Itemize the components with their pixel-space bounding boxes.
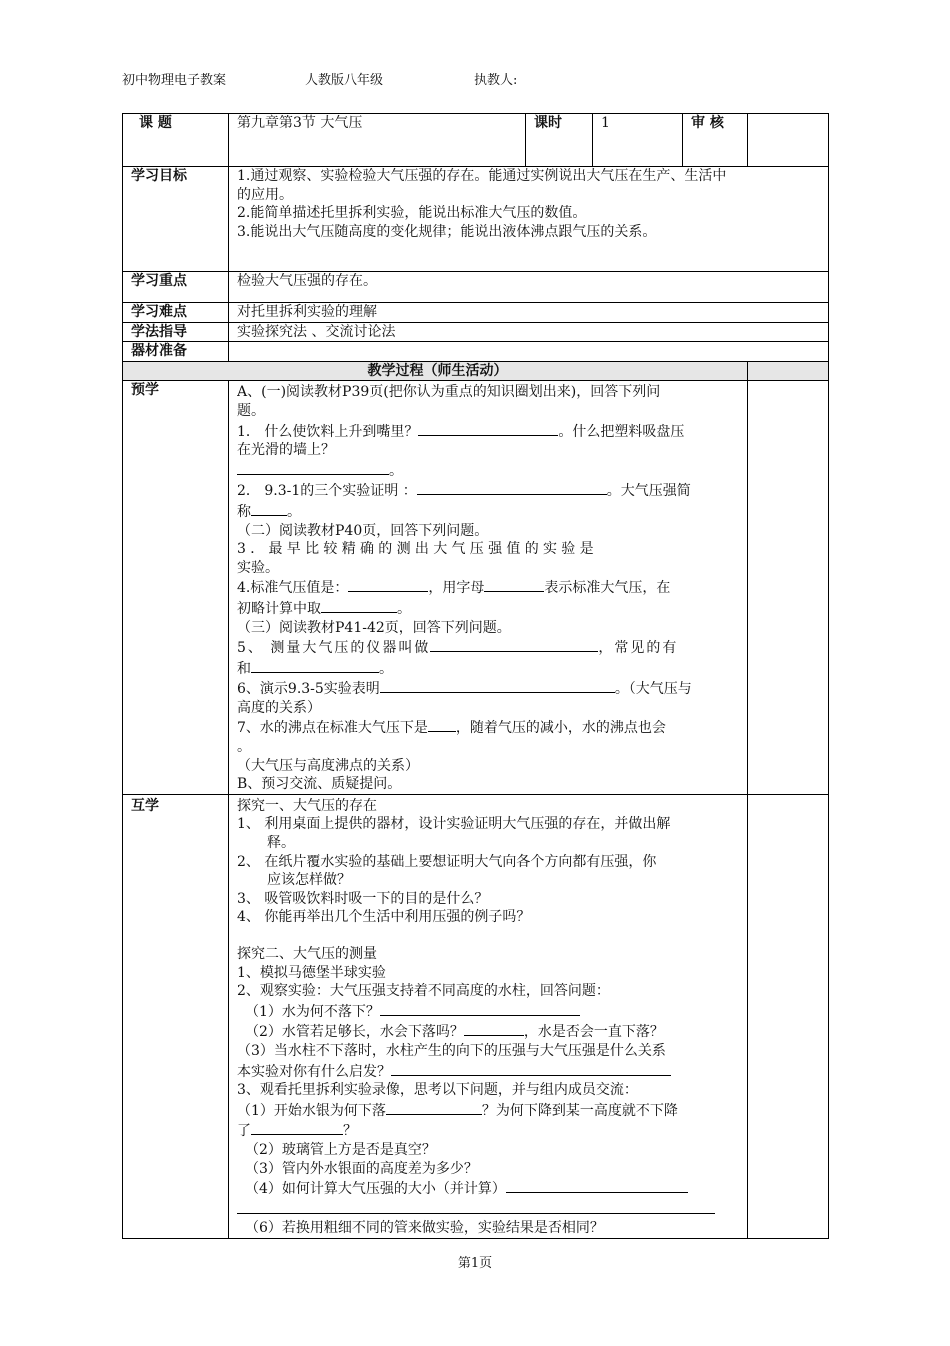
equipment-row (123, 342, 829, 362)
goals-row (123, 167, 829, 272)
preview-line: 。 (237, 739, 251, 756)
mutual-line (237, 1021, 744, 1042)
mutual-content (229, 794, 748, 1238)
mutual-line: 探究二、大气压的测量 (237, 946, 377, 962)
mutual-line (237, 1001, 744, 1022)
preview-text: 表示标准大气压，在 (544, 580, 671, 597)
goal-line: 1.通过观察、实验检验大气压强的存在。能通过实例说出大气压在生产、生活中 (237, 168, 727, 184)
mutual-text: 了 (237, 1123, 251, 1140)
mutual-line: 3、观看托里拆利实验录像，思考以下问题，并与组内成员交流： (237, 1082, 638, 1099)
mutual-line: （3）当水柱不下落时，水柱产生的向下的压强与大气压强是什么关系 (237, 1042, 666, 1059)
mutual-line: （2）玻璃管上方是否是真空？ (245, 1141, 436, 1158)
mutual-text: ？为何下降到某一高度就不下降 (481, 1102, 678, 1119)
preview-line (237, 637, 744, 658)
answer-blank (391, 1061, 671, 1076)
answer-blank (430, 637, 598, 652)
preview-line (237, 460, 744, 481)
preview-text: 称 (237, 503, 251, 520)
preview-line: 3．最早比较精确的测出大气压强值的实验是 (237, 541, 598, 558)
review-label: 审 核 (683, 114, 748, 167)
difficulty-value: 对托里拆利实验的理解 (229, 303, 829, 323)
preview-text: ，随着气压的减小，水的沸点也会 (455, 720, 666, 737)
mutual-text: （1）开始水银为何下落 (237, 1102, 386, 1119)
answer-blank (380, 678, 615, 693)
goal-line: 2.能简单描述托里拆利实验，能说出标准大气压的数值。 (237, 205, 587, 222)
preview-text: 。 (379, 660, 393, 677)
mutual-line (237, 1120, 744, 1141)
review-value (748, 114, 829, 167)
preview-text: 2． 9.3-1的三个实验证明 ： (237, 483, 417, 500)
preview-line (237, 717, 744, 738)
focus-value: 检验大气压强的存在。 (229, 272, 829, 303)
answer-blank (348, 577, 428, 592)
preview-content (229, 381, 748, 794)
spacer (237, 927, 744, 945)
method-value: 实验探究法 、交流讨论法 (229, 322, 829, 342)
mutual-line (237, 1199, 744, 1220)
mutual-line (237, 1100, 744, 1121)
preview-text: 。（大气压与 (614, 681, 692, 698)
page-number: 第1页 (457, 1256, 493, 1271)
title-label: 课 题 (123, 114, 229, 167)
title-value: 第九章第3节 大气压 (229, 114, 526, 167)
process-header-row (123, 361, 829, 381)
equipment-label: 器材准备 (123, 342, 229, 362)
preview-line: （大气压与高度沸点的关系） (237, 757, 419, 774)
mutual-line: 应该怎样做？ (267, 872, 351, 889)
mutual-text: ？ (343, 1123, 357, 1140)
mutual-text: （1）水为何不落下？ (245, 1003, 380, 1020)
preview-line (237, 577, 744, 598)
preview-text: 7、水的沸点在标准大气压下是 (237, 720, 428, 737)
preview-text: ，常见的有 (598, 640, 679, 657)
mutual-row (123, 794, 829, 1238)
answer-blank (321, 598, 397, 613)
answer-blank (237, 460, 389, 475)
answer-blank (251, 501, 287, 516)
answer-blank (380, 1001, 580, 1016)
preview-line: 高度的关系） (237, 699, 321, 716)
preview-line (237, 678, 744, 699)
preview-text: 5、 测量大气压的仪器叫做 (237, 640, 431, 657)
preview-text: 。 (397, 600, 411, 617)
mutual-line: （6）若换用粗细不同的管来做实验，实验结果是否相同？ (245, 1220, 604, 1237)
lesson-plan-table (122, 113, 829, 1239)
preview-line (237, 658, 744, 679)
mutual-line: 2、 在纸片覆水实验的基础上要想证明大气向各个方向都有压强，你 (237, 853, 657, 870)
answer-blank (506, 1178, 688, 1193)
mutual-text: （2）水管若足够长，水会下落吗？ (245, 1024, 464, 1041)
preview-text: 。什么把塑料吸盘压 (558, 423, 685, 440)
preview-line (237, 598, 744, 619)
answer-blank (464, 1021, 524, 1036)
answer-blank (251, 1120, 343, 1135)
answer-blank (251, 658, 379, 673)
preview-line: 在光滑的墙上？ (237, 442, 335, 459)
mutual-side (748, 794, 829, 1238)
title-row (123, 114, 829, 167)
preview-label: 预学 (123, 381, 229, 794)
mutual-text: 本实验对你有什么启发？ (237, 1063, 391, 1080)
answer-blank (484, 577, 544, 592)
hours-value: 1 (593, 114, 683, 167)
preview-side (748, 381, 829, 794)
preview-line (237, 501, 744, 522)
answer-blank (237, 1199, 715, 1214)
mutual-line: （3）管内外水银面的高度差为多少？ (245, 1160, 478, 1177)
equipment-value (229, 342, 829, 362)
preview-text: ，用字母 (428, 580, 485, 597)
preview-text: 6、演示9.3-5实验表明 (237, 681, 380, 698)
preview-text: 1． 什么使饮料上升到嘴里？ (237, 423, 419, 440)
header-right: 执教人: (474, 73, 518, 88)
focus-row (123, 272, 829, 303)
process-header: 教学过程（师生活动） (123, 361, 748, 381)
preview-text: 。大气压强简 (606, 483, 691, 500)
mutual-line: 3、 吸管吸饮料时吸一下的目的是什么？ (237, 890, 489, 907)
method-row (123, 322, 829, 342)
preview-text: 和 (237, 660, 251, 677)
method-label: 学法指导 (123, 322, 229, 342)
preview-text: 。 (287, 503, 301, 520)
answer-blank (386, 1100, 482, 1115)
preview-text: 初略计算中取 (237, 600, 321, 617)
preview-row (123, 381, 829, 794)
preview-line: 题。 (237, 402, 265, 419)
mutual-line (237, 1061, 744, 1082)
preview-line: A、(一)阅读教材P39页(把你认为重点的知识圈划出来)，回答下列问 (237, 384, 661, 401)
preview-text: 4.标准气压值是： (237, 580, 349, 597)
preview-line: 实验。 (237, 559, 279, 576)
mutual-line: 探究一、大气压的存在 (237, 797, 377, 814)
difficulty-label: 学习难点 (123, 303, 229, 323)
difficulty-row (123, 303, 829, 323)
process-header-side (748, 361, 829, 381)
preview-line: （三）阅读教材P41-42页，回答下列问题。 (237, 619, 511, 636)
mutual-text: ，水是否会一直下落？ (523, 1024, 664, 1041)
answer-blank (417, 480, 607, 495)
mutual-line: 1、模拟马德堡半球实验 (237, 964, 386, 981)
mutual-line: 1、 利用桌面上提供的器材，设计实验证明大气压强的存在，并做出解 (237, 816, 671, 833)
mutual-text: （4）如何计算大气压强的大小（并计算） (245, 1181, 506, 1198)
answer-blank (418, 421, 558, 436)
preview-line: （二）阅读教材P40页，回答下列问题。 (237, 522, 489, 539)
hours-label: 课时 (526, 114, 593, 167)
goals-content (229, 167, 829, 272)
mutual-line (237, 1178, 744, 1199)
preview-line (237, 421, 744, 442)
goal-line: 3.能说出大气压随高度的变化规律；能说出液体沸点跟气压的关系。 (237, 223, 657, 240)
mutual-line: 2、观察实验：大气压强支持着不同高度的水柱，回答问题： (237, 983, 610, 1000)
answer-blank (428, 717, 456, 732)
mutual-label: 互学 (123, 794, 229, 1238)
preview-line (237, 480, 744, 501)
mutual-line: 4、 你能再举出几个生活中利用压强的例子吗？ (237, 909, 531, 926)
header-middle: 人教版八年级 (305, 73, 384, 88)
goal-line: 的应用。 (237, 186, 293, 203)
mutual-line: 释。 (267, 835, 295, 852)
focus-label: 学习重点 (123, 272, 229, 303)
preview-line: B、预习交流、质疑提问。 (237, 776, 402, 793)
goals-label: 学习目标 (123, 167, 229, 272)
preview-text: 。 (389, 462, 403, 479)
header-left: 初中物理电子教案 (122, 73, 227, 88)
